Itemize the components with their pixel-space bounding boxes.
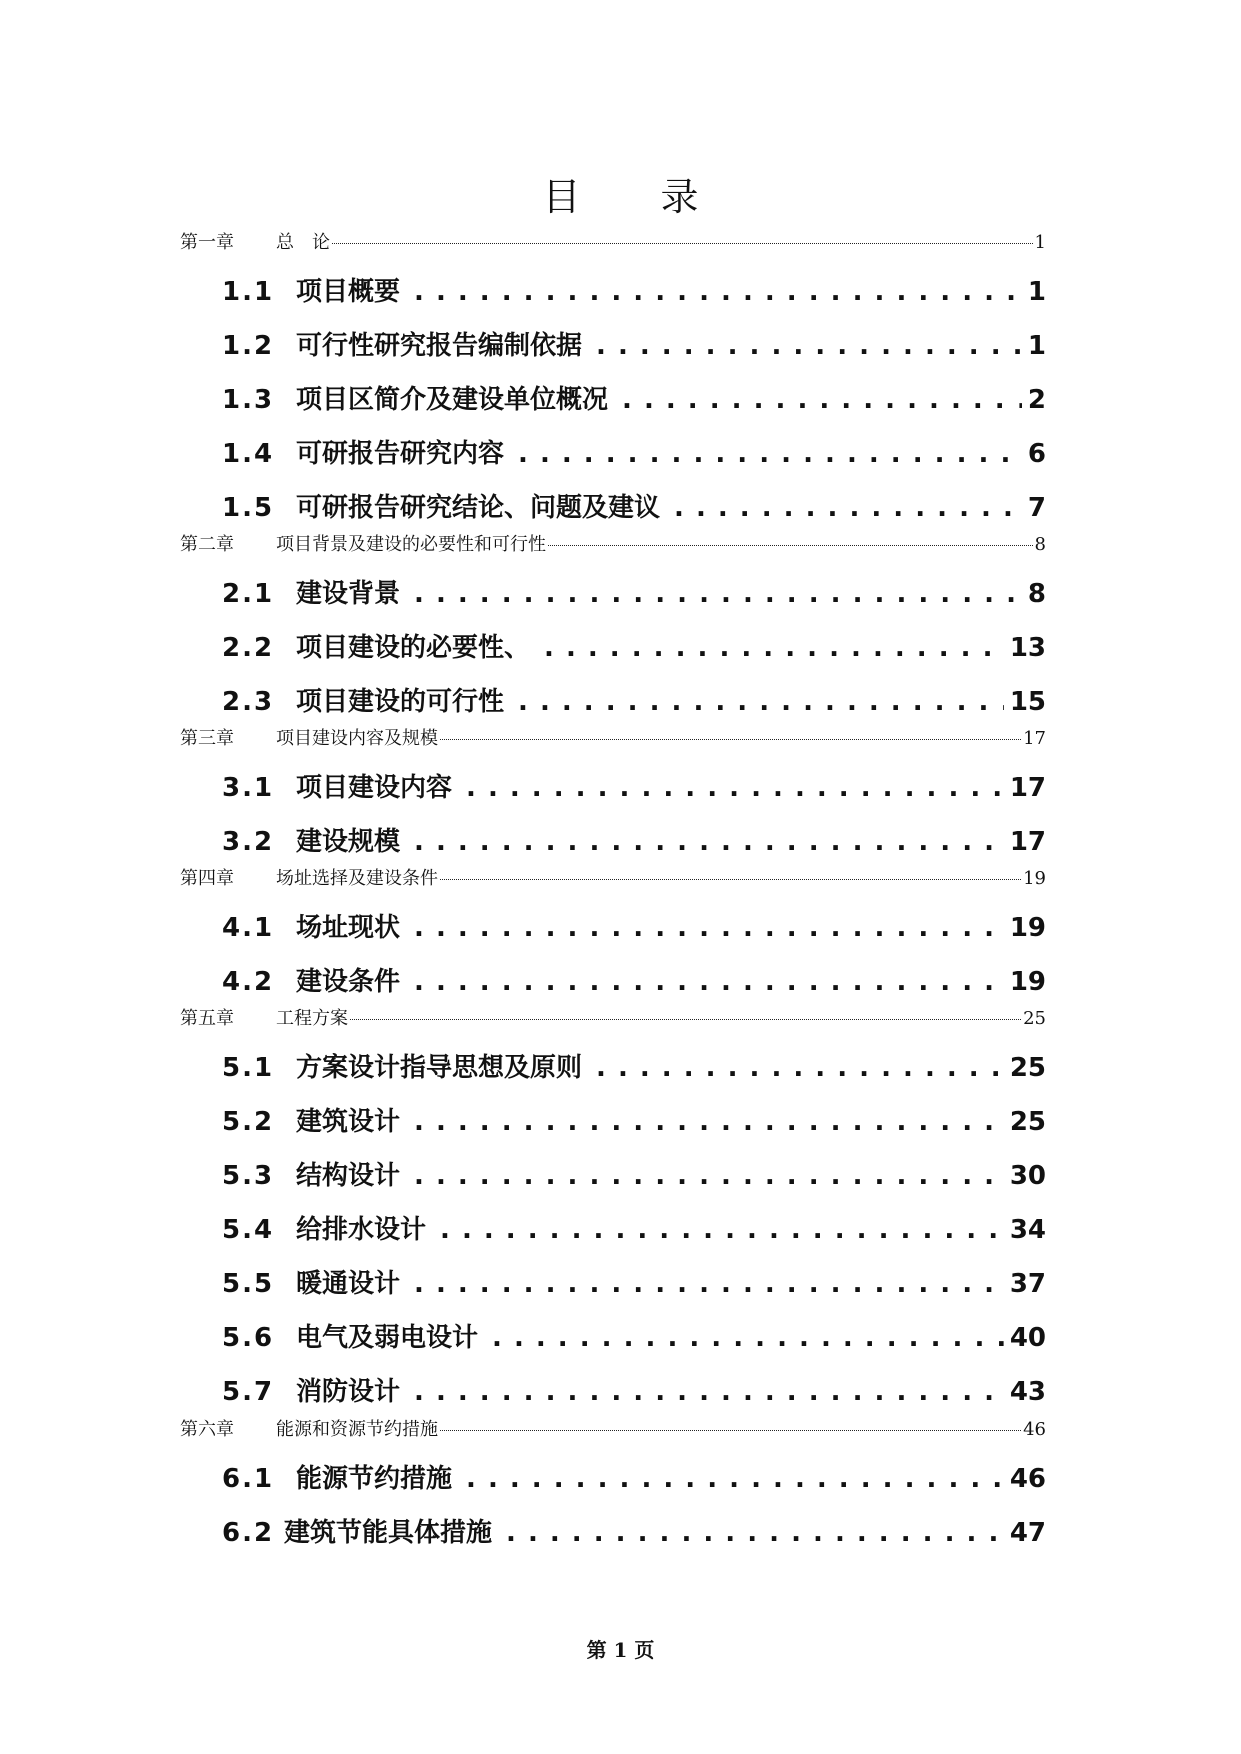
leader-dots: [518, 687, 1004, 717]
section-number: 1.5: [222, 493, 275, 523]
section-title: 方案设计指导思想及原则: [296, 1053, 583, 1083]
page-number: 17: [1023, 728, 1046, 749]
section-title: 项目区简介及建设单位概况: [296, 385, 609, 415]
page-number: 46: [1009, 1464, 1046, 1494]
section-number: 5.6: [222, 1323, 275, 1353]
leader-dots: [622, 385, 1022, 415]
toc-section[interactable]: [222, 1371, 1046, 1408]
page-number: 25: [1009, 1053, 1046, 1083]
page-number: 2: [1027, 385, 1046, 415]
section-number: 2.3: [222, 687, 275, 717]
leader-dots: [414, 1377, 1004, 1407]
chapter-number: 第二章: [180, 534, 234, 555]
toc-section[interactable]: [222, 573, 1046, 610]
chapter-title: 工程方案: [276, 1008, 348, 1029]
toc-chapter[interactable]: [180, 228, 1046, 254]
section-title: 项目建设的必要性、: [296, 633, 531, 663]
section-number: 5.4: [222, 1215, 275, 1245]
toc-section[interactable]: [222, 1101, 1046, 1138]
toc-section[interactable]: [222, 1047, 1046, 1084]
leader-dots: [414, 1107, 1004, 1137]
section-number: 5.1: [222, 1053, 275, 1083]
chapter-title: 总 论: [276, 232, 330, 253]
leader-dots: [548, 545, 1033, 546]
page-number: 1: [1027, 331, 1046, 361]
section-number: 2.2: [222, 633, 275, 663]
leader-dots: [596, 1053, 1004, 1083]
leader-dots: [414, 1269, 1004, 1299]
leader-dots: [414, 579, 1022, 609]
toc-section[interactable]: [222, 1209, 1046, 1246]
section-number: 5.5: [222, 1269, 275, 1299]
toc-section[interactable]: [222, 767, 1046, 804]
chapter-number: 第三章: [180, 728, 234, 749]
chapter-number: 第六章: [180, 1419, 234, 1440]
section-number: 1.4: [222, 439, 275, 469]
toc-section[interactable]: [222, 1155, 1046, 1192]
toc-section[interactable]: [222, 1263, 1046, 1300]
toc-chapter[interactable]: [180, 724, 1046, 750]
section-number: 3.1: [222, 773, 275, 803]
section-title: 建设背景: [296, 579, 401, 609]
section-number: 6.2: [222, 1518, 275, 1548]
leader-dots: [414, 913, 1004, 943]
page-number: 19: [1009, 913, 1046, 943]
section-title: 可行性研究报告编制依据: [296, 331, 583, 361]
toc-section[interactable]: [222, 379, 1046, 416]
page-number: 8: [1027, 579, 1046, 609]
section-title: 可研报告研究结论、问题及建议: [296, 493, 661, 523]
leader-dots: [440, 1430, 1021, 1431]
toc-section[interactable]: [222, 681, 1046, 718]
page-number: 1: [1027, 277, 1046, 307]
leader-dots: [440, 879, 1021, 880]
leader-dots: [466, 773, 1004, 803]
page-number: 7: [1027, 493, 1046, 523]
page-number: 25: [1023, 1008, 1046, 1029]
page-number: 19: [1009, 967, 1046, 997]
section-number: 1.1: [222, 277, 275, 307]
leader-dots: [414, 277, 1022, 307]
chapter-title: 项目背景及建设的必要性和可行性: [276, 534, 546, 555]
leader-dots: [440, 1215, 1004, 1245]
chapter-title: 能源和资源节约措施: [276, 1419, 438, 1440]
toc-section[interactable]: [222, 325, 1046, 362]
toc-section[interactable]: [222, 821, 1046, 858]
section-title: 结构设计: [296, 1161, 401, 1191]
toc-section[interactable]: [222, 627, 1046, 664]
leader-dots: [492, 1323, 1004, 1353]
leader-dots: [506, 1518, 1004, 1548]
section-title: 给排水设计: [296, 1215, 427, 1245]
toc-section[interactable]: [222, 961, 1046, 998]
leader-dots: [596, 331, 1022, 361]
section-number: 2.1: [222, 579, 275, 609]
page-number: 13: [1009, 633, 1046, 663]
section-title: 可研报告研究内容: [296, 439, 505, 469]
toc-section[interactable]: [222, 1458, 1046, 1495]
page-number: 43: [1009, 1377, 1046, 1407]
leader-dots: [544, 633, 1004, 663]
section-number: 1.3: [222, 385, 275, 415]
toc-title: 目 录: [542, 175, 733, 219]
leader-dots: [332, 243, 1033, 244]
toc-chapter[interactable]: [180, 530, 1046, 556]
chapter-number: 第四章: [180, 868, 234, 889]
toc-section[interactable]: [222, 1317, 1046, 1354]
section-number: 4.2: [222, 967, 275, 997]
toc-section[interactable]: [222, 1512, 1046, 1549]
chapter-number: 第一章: [180, 232, 234, 253]
leader-dots: [350, 1019, 1021, 1020]
section-title: 项目概要: [296, 277, 401, 307]
leader-dots: [518, 439, 1022, 469]
section-title: 建设规模: [296, 827, 401, 857]
toc-section[interactable]: [222, 907, 1046, 944]
leader-dots: [414, 1161, 1004, 1191]
leader-dots: [674, 493, 1022, 523]
section-title: 项目建设的可行性: [296, 687, 505, 717]
leader-dots: [414, 827, 1004, 857]
section-title: 建筑节能具体措施: [284, 1518, 493, 1548]
section-title: 场址现状: [296, 913, 401, 943]
toc-section[interactable]: [222, 271, 1046, 308]
section-title: 暖通设计: [296, 1269, 401, 1299]
leader-dots: [466, 1464, 1004, 1494]
page-number: 17: [1009, 773, 1046, 803]
section-number: 5.3: [222, 1161, 275, 1191]
toc-chapter[interactable]: [180, 1415, 1046, 1441]
section-title: 建筑设计: [296, 1107, 401, 1137]
page-number: 46: [1023, 1419, 1046, 1440]
page-number: 34: [1009, 1215, 1046, 1245]
section-title: 建设条件: [296, 967, 401, 997]
page-number: 19: [1023, 868, 1046, 889]
chapter-title: 项目建设内容及规模: [276, 728, 438, 749]
page-number: 15: [1009, 687, 1046, 717]
leader-dots: [440, 739, 1021, 740]
page-number: 47: [1009, 1518, 1046, 1548]
page-number: 40: [1009, 1323, 1046, 1353]
page-number: 1: [1034, 232, 1046, 253]
section-title: 消防设计: [296, 1377, 401, 1407]
toc-section[interactable]: [222, 433, 1046, 470]
page-number: 6: [1027, 439, 1046, 469]
section-title: 电气及弱电设计: [296, 1323, 479, 1353]
page-number: 8: [1034, 534, 1046, 555]
page-number: 37: [1009, 1269, 1046, 1299]
section-title: 能源节约措施: [296, 1464, 453, 1494]
leader-dots: [414, 967, 1004, 997]
chapter-title: 场址选择及建设条件: [276, 868, 438, 889]
page-footer: 第 1 页: [586, 1638, 655, 1662]
section-number: 5.2: [222, 1107, 275, 1137]
page-number: 25: [1009, 1107, 1046, 1137]
section-number: 5.7: [222, 1377, 275, 1407]
toc-section[interactable]: [222, 487, 1046, 524]
section-title: 项目建设内容: [296, 773, 453, 803]
page-number: 17: [1009, 827, 1046, 857]
section-number: 3.2: [222, 827, 275, 857]
section-number: 1.2: [222, 331, 275, 361]
section-number: 6.1: [222, 1464, 275, 1494]
toc-chapter[interactable]: [180, 864, 1046, 890]
chapter-number: 第五章: [180, 1008, 234, 1029]
page-number: 30: [1009, 1161, 1046, 1191]
section-number: 4.1: [222, 913, 275, 943]
toc-chapter[interactable]: [180, 1004, 1046, 1030]
